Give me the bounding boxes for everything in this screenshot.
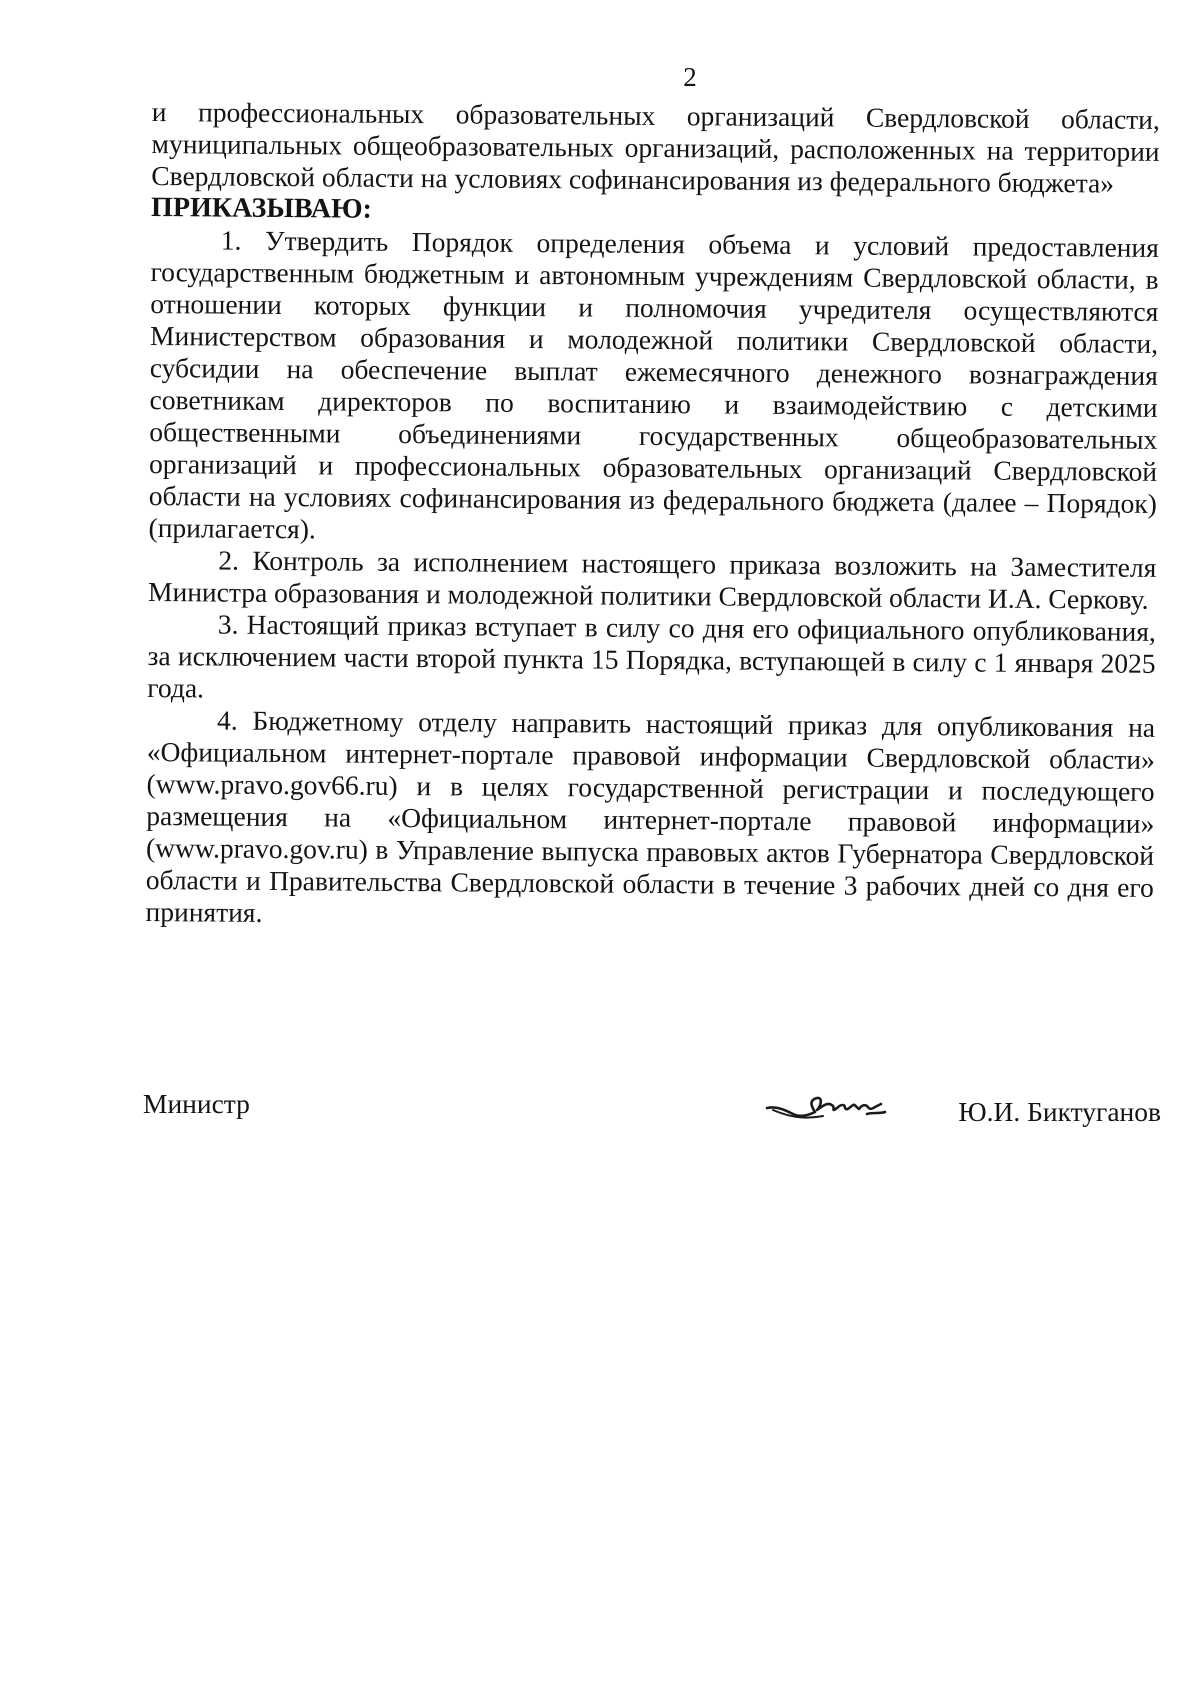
signature-block <box>143 1088 1161 1148</box>
order-item-1: 1. Утвердить Порядок определения объема и условий предоставления государственным бюджетным и автономным учреждениям Свердловской области, в отношении которых функции и полномочия учредителя осуществляются Министерством образования и молодежной политики Свердловской области, субсидии на обеспечение выплат ежемесячного денежного вознаграждения советникам директоров по воспитанию и взаимодействию с детскими общественными объединениями государственных общеобразовательных организаций и профессиональных образовательных организаций Свердловской области на условиях софинансирования из федерального бюджета (далее – Порядок) (прилагается). <box>148 224 1159 545</box>
order-item-4: 4. Бюджетному отделу направить настоящий приказ для опубликования на «Официальном интернет-портале правовой информации Свердловской области» (www.pravo.gov66.ru) и в целях государственной регистрации и последующего размещения на «Официальном интернет-портале правовой информации» (www.pravo.gov.ru) в Управление выпуска правовых актов Губернатора Свердловской области и Правительства Свердловской области в течение 3 рабочих дней со дня его принятия. <box>145 704 1156 928</box>
signer-name: Ю.И. Биктуганов <box>958 1096 1161 1127</box>
order-item-3: 3. Настоящий приказ вступает в силу со дня его официального опубликования, за исключением части второй пункта 15 Порядка, вступающей в силу с 1 января 2025 года. <box>147 608 1156 704</box>
order-item-2: 2. Контроль за исполнением настоящего приказа возложить на Заместителя Министра образования и молодежной политики Свердловской области И.А. Серкову. <box>147 544 1157 615</box>
signer-position: Министр <box>143 1088 250 1119</box>
intro-paragraph: и профессиональных образовательных организаций Свердловской области, муниципальных общеобразовательных организаций, расположенных на территории Свердловской области на условиях софинансирования из федерального бюджета» <box>151 96 1160 199</box>
page-number: 2 <box>683 62 697 92</box>
order-heading: ПРИКАЗЫВАЮ: <box>151 191 372 225</box>
document-body <box>145 96 1160 936</box>
handwritten-signature <box>763 1076 893 1126</box>
